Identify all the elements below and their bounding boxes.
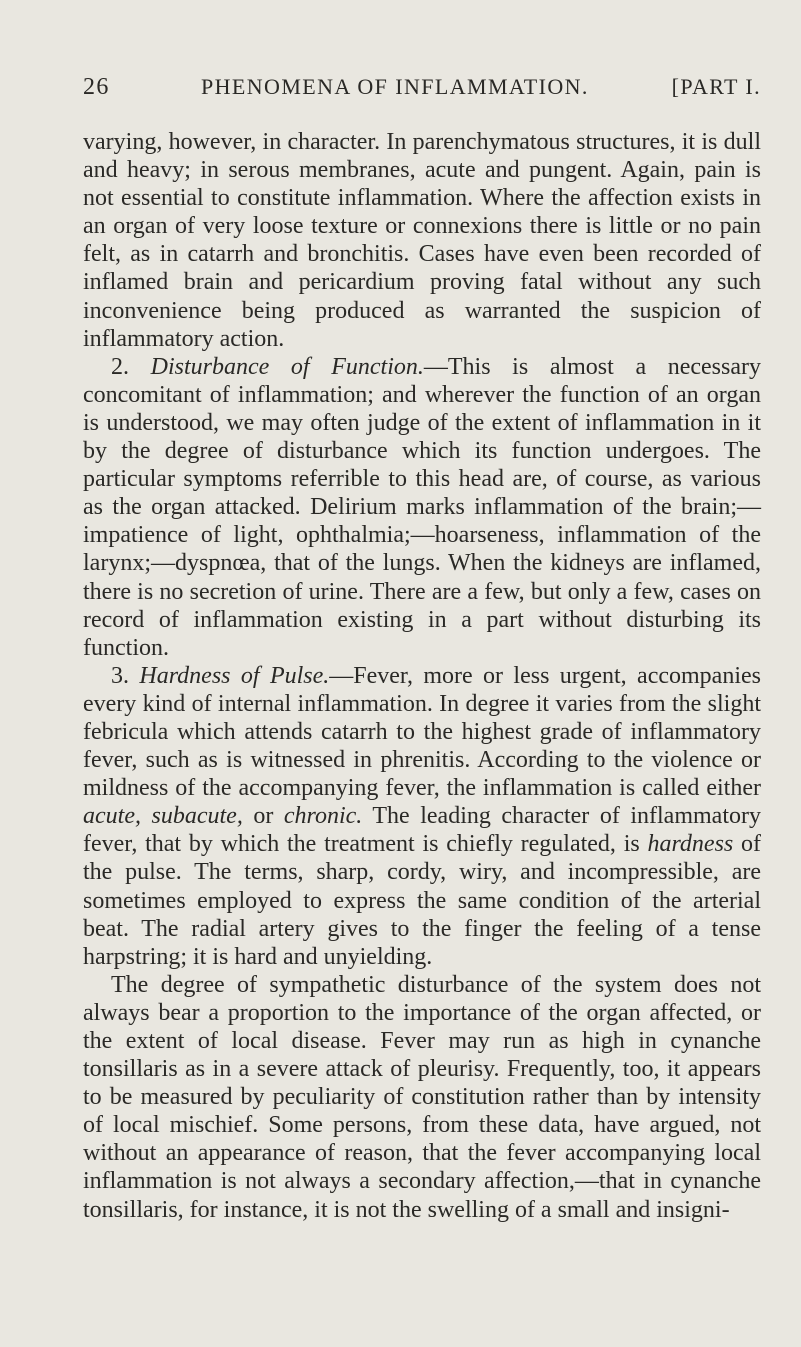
italic-term: hardness (647, 831, 734, 858)
paragraph-text: varying, however, in character. In parenchymatous structures, it is dull and heavy; in serous membranes, acute and pungent. Again, pain is not essential to constitute inflammation. Where the affection exists in an organ of very loose texture or connexions there is little or no pain felt, as in catarrh and bronchitis. Cases have even been recorded of inflamed brain and pericardium proving fatal without any such inconvenience being produced as warranted the suspicion of inflammatory action. (83, 129, 761, 352)
section-heading: Hardness of Pulse. (139, 662, 330, 689)
paragraph-sympathetic-disturbance (83, 971, 761, 1224)
italic-term: chronic. (283, 803, 363, 830)
page-number: 26 (83, 74, 110, 100)
paragraph-disturbance-of-function (83, 353, 761, 662)
paragraph-continuation (83, 128, 761, 353)
paragraph-text: or (242, 803, 284, 830)
section-number: 3. (111, 662, 140, 689)
running-head-title: PHENOMENA OF INFLAMMATION. (201, 74, 589, 99)
paragraph-text: The degree of sympathetic disturbance of the system does not always bear a proportion to the importance of the organ affected, or the extent of local disease. Fever may run as high in cynanche tonsillaris as in a severe attack of pleurisy. Frequently, too, it appears to be measured by peculiarity of constitution rather than by intensity of local mischief. Some persons, from these data, have argued, not without an appearance of reason, that the fever accompanying local inflammation is not always a secondary affection,—that in cynanche tonsillaris, for instance, it is not the swelling of a small and insigni- (83, 971, 761, 1223)
running-head-part: [PART I. (671, 74, 761, 99)
paragraph-text: of the pulse. The terms, sharp, cordy, wiry, and incompressible, are sometimes employed to express the same condition of the arterial beat. The radial artery gives to the finger the feeling of a tense harpstring; it is hard and unyielding. (83, 831, 762, 970)
running-head (83, 74, 761, 114)
paragraph-text: —Fever, more or less urgent, accompanies every kind of internal inflammation. In degree it varies from the slight febricula which attends catarrh to the highest grade of inflammatory fever, such as is witnessed in phrenitis. According to the violence or mildness of the accompanying fever, the inflammation is called either (83, 662, 761, 802)
paragraph-hardness-of-pulse (83, 662, 761, 971)
body-text (83, 128, 761, 1224)
paragraph-text: —This is almost a necessary concomitant of inflammation; and wherever the function of an organ is understood, we may often judge of the extent of inflammation in it by the degree of disturbance which its function undergoes. The particular symptoms referrible to this head are, of course, as various as the organ attacked. Delirium marks inflammation of the brain;—impatience of light, ophthalmia;—hoarseness, inflammation of the larynx;—dyspnœa, that of the lungs. When the kidneys are inflamed, there is no secretion of urine. There are a few, but only a few, cases on record of inflammation existing in a part without disturbing its function. (83, 353, 762, 661)
section-number: 2. (111, 353, 151, 380)
section-heading: Disturbance of Function. (150, 353, 424, 380)
italic-term: acute, subacute, (83, 803, 243, 830)
paragraph-text: The leading character of inflammatory fever, that by which the treatment is chiefly regulated, is (83, 803, 761, 858)
